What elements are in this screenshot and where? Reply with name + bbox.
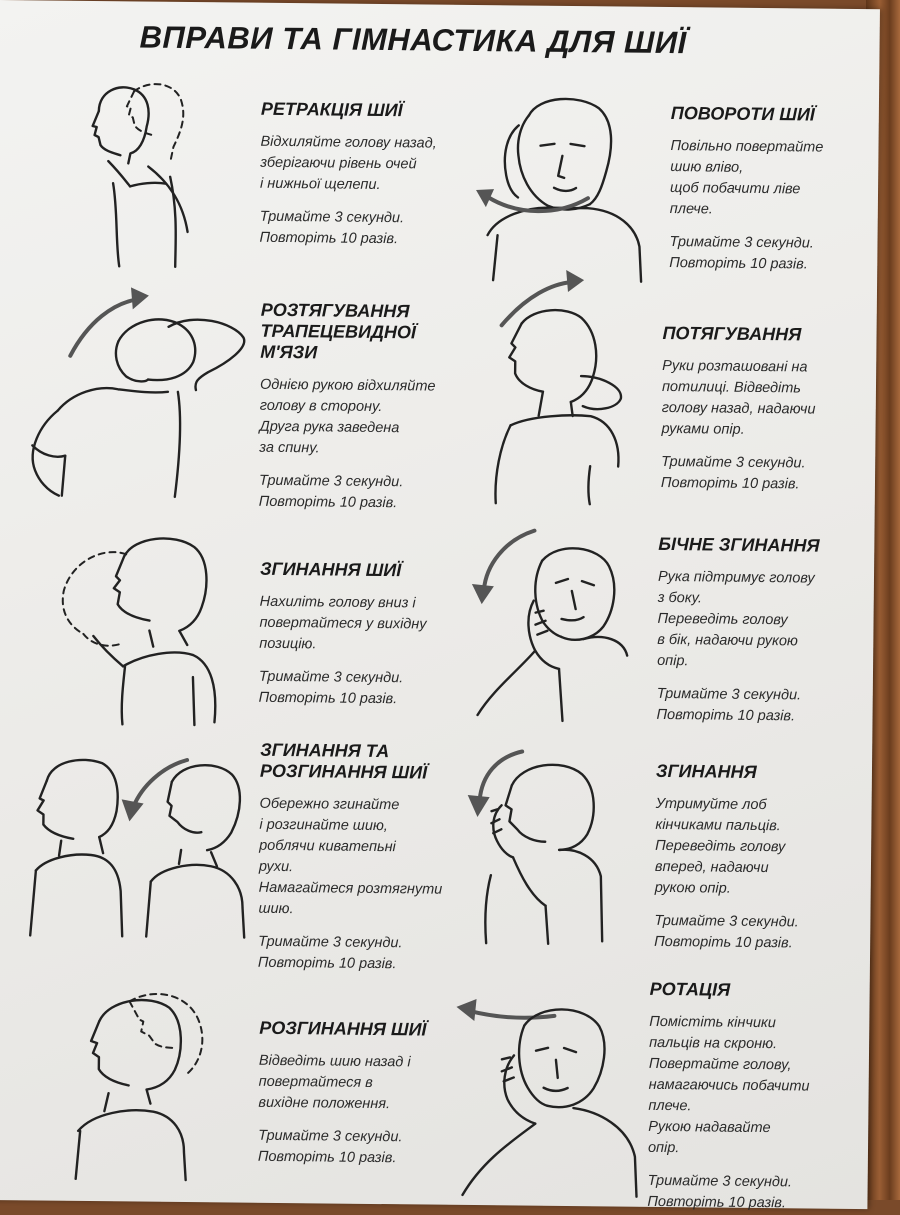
exercise-title: ПОВОРОТИ ШИЇ — [670, 103, 815, 125]
exercise-description: Помістіть кінчики пальців на скроню. Повертайте голову, намагаючись побачити плече. Рукою надавайте опір. — [647, 1013, 810, 1157]
exercise-description: Руки розташовані на потилиці. Відведіть голову назад, надаючи руками опір. — [661, 357, 816, 438]
exercise-flexion-extension — [258, 740, 485, 976]
neck-retraction-figure — [57, 71, 209, 273]
exercise-hold-repeat: Тримайте 3 секунди. Повторіть 10 разів. — [258, 668, 404, 708]
exercise-hold-repeat: Тримайте 3 секунди. Повторіть 10 разів. — [656, 685, 802, 725]
exercise-hold-repeat: Тримайте 3 секунди. Повторіть 10 разів. — [647, 1172, 793, 1212]
trapezius-stretch-figure — [17, 280, 259, 503]
side-bend-figure — [462, 520, 634, 727]
exercise-title: РОЗГИНАННЯ ШИЇ — [259, 1017, 427, 1040]
exercise-neck-pull — [661, 323, 863, 496]
neck-extension-figure — [58, 981, 220, 1183]
neck-turn-figure — [457, 85, 649, 287]
exercise-trapezius-stretch — [259, 300, 506, 516]
exercise-title: РОЗТЯГУВАННЯ ТРАПЕЦЕВИДНОЇ М'ЯЗИ — [260, 299, 417, 363]
forward-flex-figure — [460, 745, 622, 947]
exercise-description: Відхиляйте голову назад, зберігаючи рівень очей і нижньої щелепи. — [260, 133, 437, 193]
exercise-hold-repeat: Тримайте 3 секунди. Повторіть 10 разів. — [258, 472, 404, 512]
neck-pull-figure — [470, 265, 633, 507]
exercise-title: ЗГИНАННЯ ШИЇ — [259, 558, 402, 581]
neck-flexion-figure — [52, 526, 224, 728]
exercise-hold-repeat: Тримайте 3 секунди. Повторіть 10 разів. — [660, 453, 806, 493]
exercise-hold-repeat: Тримайте 3 секунди. Повторіть 10 разів. — [654, 912, 799, 952]
exercise-title: ПОТЯГУВАННЯ — [662, 322, 802, 345]
poster-title: ВПРАВИ ТА ГІМНАСТИКА ДЛЯ ШИЇ — [139, 19, 687, 61]
exercise-rotation — [647, 979, 859, 1215]
exercise-neck-turns — [669, 103, 871, 276]
exercise-title: РОТАЦІЯ — [649, 978, 731, 1000]
exercise-description: Нахиліть голову вниз і повертайтеся у вихідну позицію. — [259, 593, 427, 653]
exercise-description: Повільно повертайте шию вліво, щоб побачити ліве плече. — [669, 138, 824, 218]
exercise-title: ЗГИНАННЯ — [655, 760, 757, 782]
exercise-hold-repeat: Тримайте 3 секунди. Повторіть 10 разів. — [257, 1127, 403, 1167]
exercise-hold-repeat: Тримайте 3 секунди. Повторіть 10 разів. — [259, 208, 405, 248]
exercise-hold-repeat: Тримайте 3 секунди. Повторіть 10 разів. — [257, 933, 403, 973]
flex-extend-figure — [20, 740, 252, 942]
exercise-forward-flexion — [654, 761, 856, 955]
exercise-description: Відведіть шию назад і повертайтеся в вихідне положення. — [258, 1052, 411, 1113]
exercise-hold-repeat: Тримайте 3 секунди. Повторіть 10 разів. — [669, 234, 814, 273]
exercise-description: Однією рукою відхиляйте голову в сторону. Друга рука заведена за спину. — [259, 376, 436, 457]
exercise-neck-flexion — [259, 559, 491, 711]
exercise-description: Утримуйте лоб кінчиками пальців. Переведіть голову вперед, надаючи рукою опір. — [654, 795, 786, 897]
exercise-description: Рука підтримує голову з боку. Переведіть голову в бік, надаючи рукою опір. — [657, 568, 815, 670]
exercise-title: ЗГИНАННЯ ТА РОЗГИНАННЯ ШИЇ — [259, 739, 428, 783]
exercise-title: РЕТРАКЦІЯ ШИЇ — [260, 98, 403, 121]
exercise-title: БІЧНЕ ЗГИНАННЯ — [658, 533, 820, 556]
exercise-description: Обережно згинайте і розгинайте шию, роблячи киватепьні рухи. Намагайтеся розтягнути шию. — [258, 795, 443, 918]
exercise-side-bend — [656, 534, 863, 728]
exercise-neck-retraction — [259, 99, 491, 251]
rotation-figure — [442, 995, 644, 1202]
